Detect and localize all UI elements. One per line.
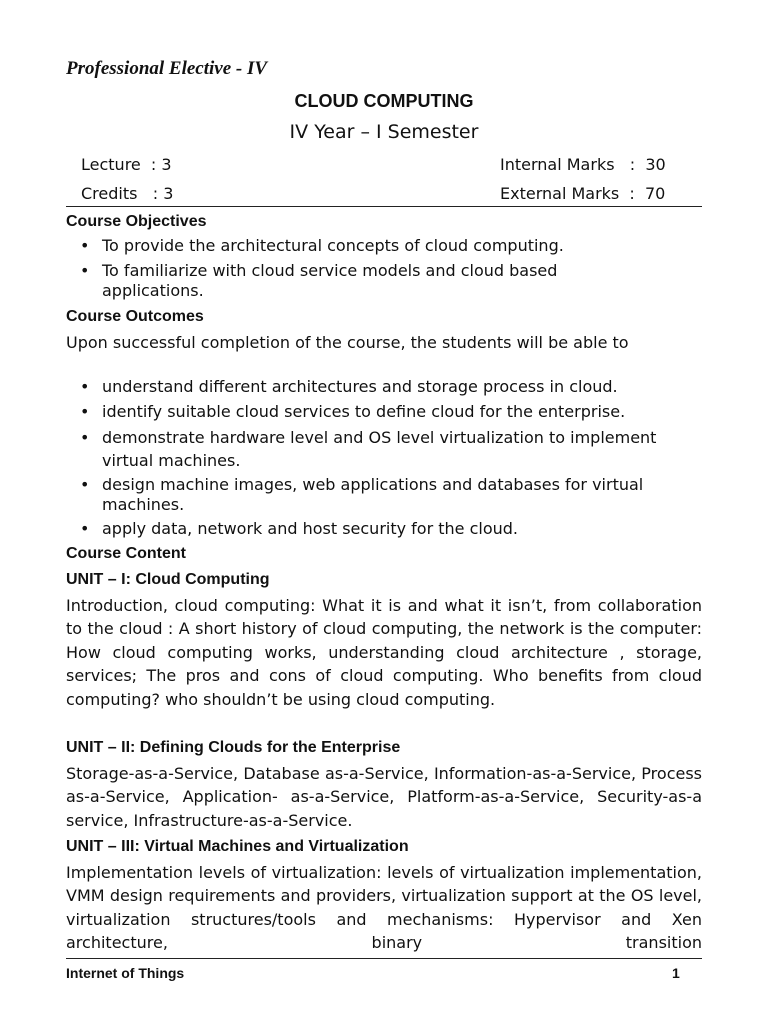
list-item xyxy=(80,519,702,539)
external-marks: External Marks : 70 xyxy=(500,184,666,203)
outcomes-heading: Course Outcomes xyxy=(66,308,204,325)
list-item xyxy=(80,427,702,472)
list-item xyxy=(80,475,702,515)
unit-3-text: Implementation levels of virtualization: levels of virtualization implementation, VMM design requirements and providers, virtualization support at the OS level, virtualization structures/tools and mechanisms: Hypervisor and Xen architecture, binary transition xyxy=(66,863,702,953)
outcomes-intro: Upon successful completion of the course, the students will be able to xyxy=(66,333,629,352)
outcome-text: identify suitable cloud services to define cloud for the enterprise. xyxy=(102,402,626,421)
page-number: 1 xyxy=(672,965,680,981)
list-item xyxy=(80,377,702,397)
bullet-icon: • xyxy=(80,402,90,421)
unit-1-text: Introduction, cloud computing: What it is and what it isn’t, from collaboration to the cloud : A short history of cloud computing, the network is the computer: How cloud computing works, understanding cloud architecture , storage, services; The pros and cons of cloud computing. Who benefits from cloud computing? who shouldn’t be using cloud computing. xyxy=(66,596,702,709)
elective-label: Professional Elective - IV xyxy=(66,58,268,79)
semester-label: IV Year – I Semester xyxy=(289,121,479,143)
bullet-icon: • xyxy=(80,428,90,447)
outcome-text: design machine images, web applications and databases for virtual machines. xyxy=(102,475,644,514)
credits: Credits : 3 xyxy=(81,184,174,203)
footer-divider xyxy=(66,958,702,959)
objectives-heading: Course Objectives xyxy=(66,213,207,230)
internal-marks: Internal Marks : 30 xyxy=(500,155,666,174)
header-divider xyxy=(66,206,702,207)
objective-text: To provide the architectural concepts of cloud computing. xyxy=(102,236,564,255)
unit-2-text: Storage-as-a-Service, Database as-a-Service, Information-as-a-Service, Process as-a-Service, Application- as-a-Service, Platform-as-a-Service, Security-as-a service, Infrastructure-as-a-Service. xyxy=(66,764,702,830)
outcome-text: demonstrate hardware level and OS level virtualization to implement virtual machines. xyxy=(102,428,657,470)
objective-text: To familiarize with cloud service models and cloud based applications. xyxy=(102,261,558,300)
list-item xyxy=(80,402,702,422)
bullet-icon: • xyxy=(80,519,90,538)
bullet-icon: • xyxy=(80,261,90,280)
bullet-icon: • xyxy=(80,236,90,255)
outcome-text: understand different architectures and storage process in cloud. xyxy=(102,377,618,396)
unit-3-title: UNIT – III: Virtual Machines and Virtualization xyxy=(66,838,409,855)
course-title: CLOUD COMPUTING xyxy=(294,91,474,111)
outcome-text: apply data, network and host security for the cloud. xyxy=(102,519,519,538)
lecture-hours: Lecture : 3 xyxy=(81,155,172,174)
footer-title: Internet of Things xyxy=(66,965,185,981)
bullet-icon: • xyxy=(80,475,90,494)
content-heading: Course Content xyxy=(66,545,186,562)
bullet-icon: • xyxy=(80,377,90,396)
unit-1-title: UNIT – I: Cloud Computing xyxy=(66,571,270,588)
unit-2-title: UNIT – II: Defining Clouds for the Enterprise xyxy=(66,739,401,756)
list-item xyxy=(80,261,702,301)
list-item xyxy=(80,236,702,256)
